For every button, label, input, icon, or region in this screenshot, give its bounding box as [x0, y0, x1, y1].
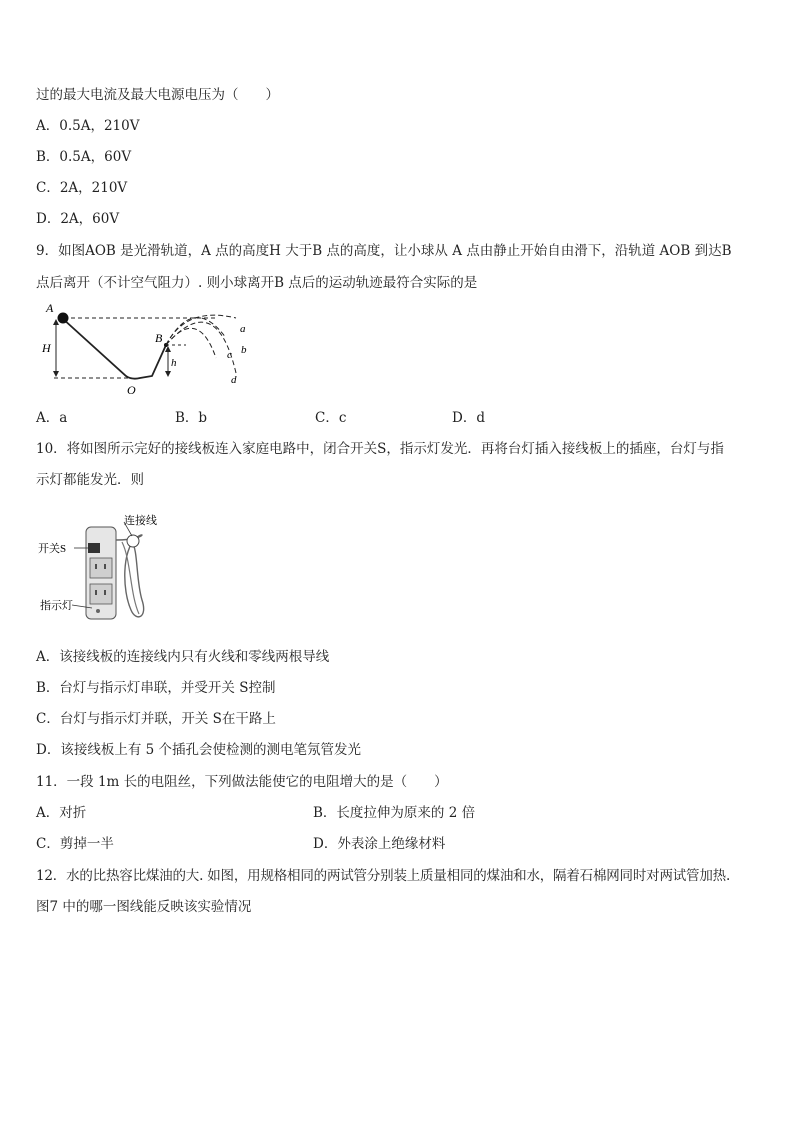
q12-stem-line2: 图7 中的哪一图线能反映该实验情况 [36, 899, 252, 915]
label-switch: 开关S [38, 543, 67, 555]
q10-option-d: D．该接线板上有 5 个插孔会使检测的测电笔氖管发光 [36, 742, 361, 758]
q9-option-d: D．d [452, 410, 485, 426]
label-indicator-lamp: 指示灯 [40, 600, 73, 612]
q11-option-b: B．长度拉伸为原来的 2 倍 [313, 805, 476, 821]
label-h: h [171, 357, 177, 369]
q8-option-a: A．0.5A，210V [36, 118, 140, 134]
label-A: A [46, 301, 54, 315]
q8-option-b: B．0.5A，60V [36, 149, 132, 165]
q9-track-figure [36, 298, 266, 398]
q12-stem-line1: 12．水的比热容比煤油的大. 如图，用规格相同的两试管分别装上质量相同的煤油和水，隔着石棉网同时对两试管加热. [36, 868, 731, 884]
q10-option-b: B．台灯与指示灯串联，并受开关 S控制 [36, 680, 276, 696]
q10-stem-line2: 示灯都能发光．则 [36, 472, 144, 488]
label-H: H [42, 341, 51, 355]
q8-stem-tail: 过的最大电流及最大电源电压为（ ） [36, 87, 279, 103]
q10-power-strip-figure [36, 510, 166, 628]
q11-option-d: D．外表涂上绝缘材料 [313, 836, 446, 852]
q10-option-a: A．该接线板的连接线内只有火线和零线两根导线 [36, 649, 330, 665]
q9-option-b: B．b [175, 410, 208, 426]
q11-stem: 11．一段 1m 长的电阻丝，下列做法能使它的电阻增大的是（ ） [36, 774, 448, 790]
label-O: O [127, 383, 136, 397]
q8-option-d: D．2A，60V [36, 211, 120, 227]
label-cable: 连接线 [124, 515, 157, 527]
q9-option-c: C．c [315, 410, 347, 426]
ball-icon [58, 313, 69, 324]
q8-option-c: C．2A，210V [36, 180, 128, 196]
label-a: a [240, 323, 246, 335]
q10-option-c: C．台灯与指示灯并联，开关 S在干路上 [36, 711, 276, 727]
q11-option-a: A．对折 [36, 805, 87, 821]
q10-stem-line1: 10．将如图所示完好的接线板连入家庭电路中，闭合开关S，指示灯发光．再将台灯插入接线板上的插座，台灯与指 [36, 441, 724, 457]
q9-stem-line2: 点后离开（不计空气阻力）. 则小球离开B 点后的运动轨迹最符合实际的是 [36, 275, 478, 291]
label-d: d [231, 374, 237, 386]
q9-option-a: A．a [36, 410, 68, 426]
q9-stem-line1: 9．如图AOB 是光滑轨道，A 点的高度H 大于B 点的高度，让小球从 A 点由静止开始自由滑下，沿轨道 AOB 到达B [36, 243, 732, 259]
label-b: b [241, 344, 247, 356]
label-B: B [155, 331, 163, 345]
label-c: c [227, 349, 232, 361]
q11-option-c: C．剪掉一半 [36, 836, 114, 852]
